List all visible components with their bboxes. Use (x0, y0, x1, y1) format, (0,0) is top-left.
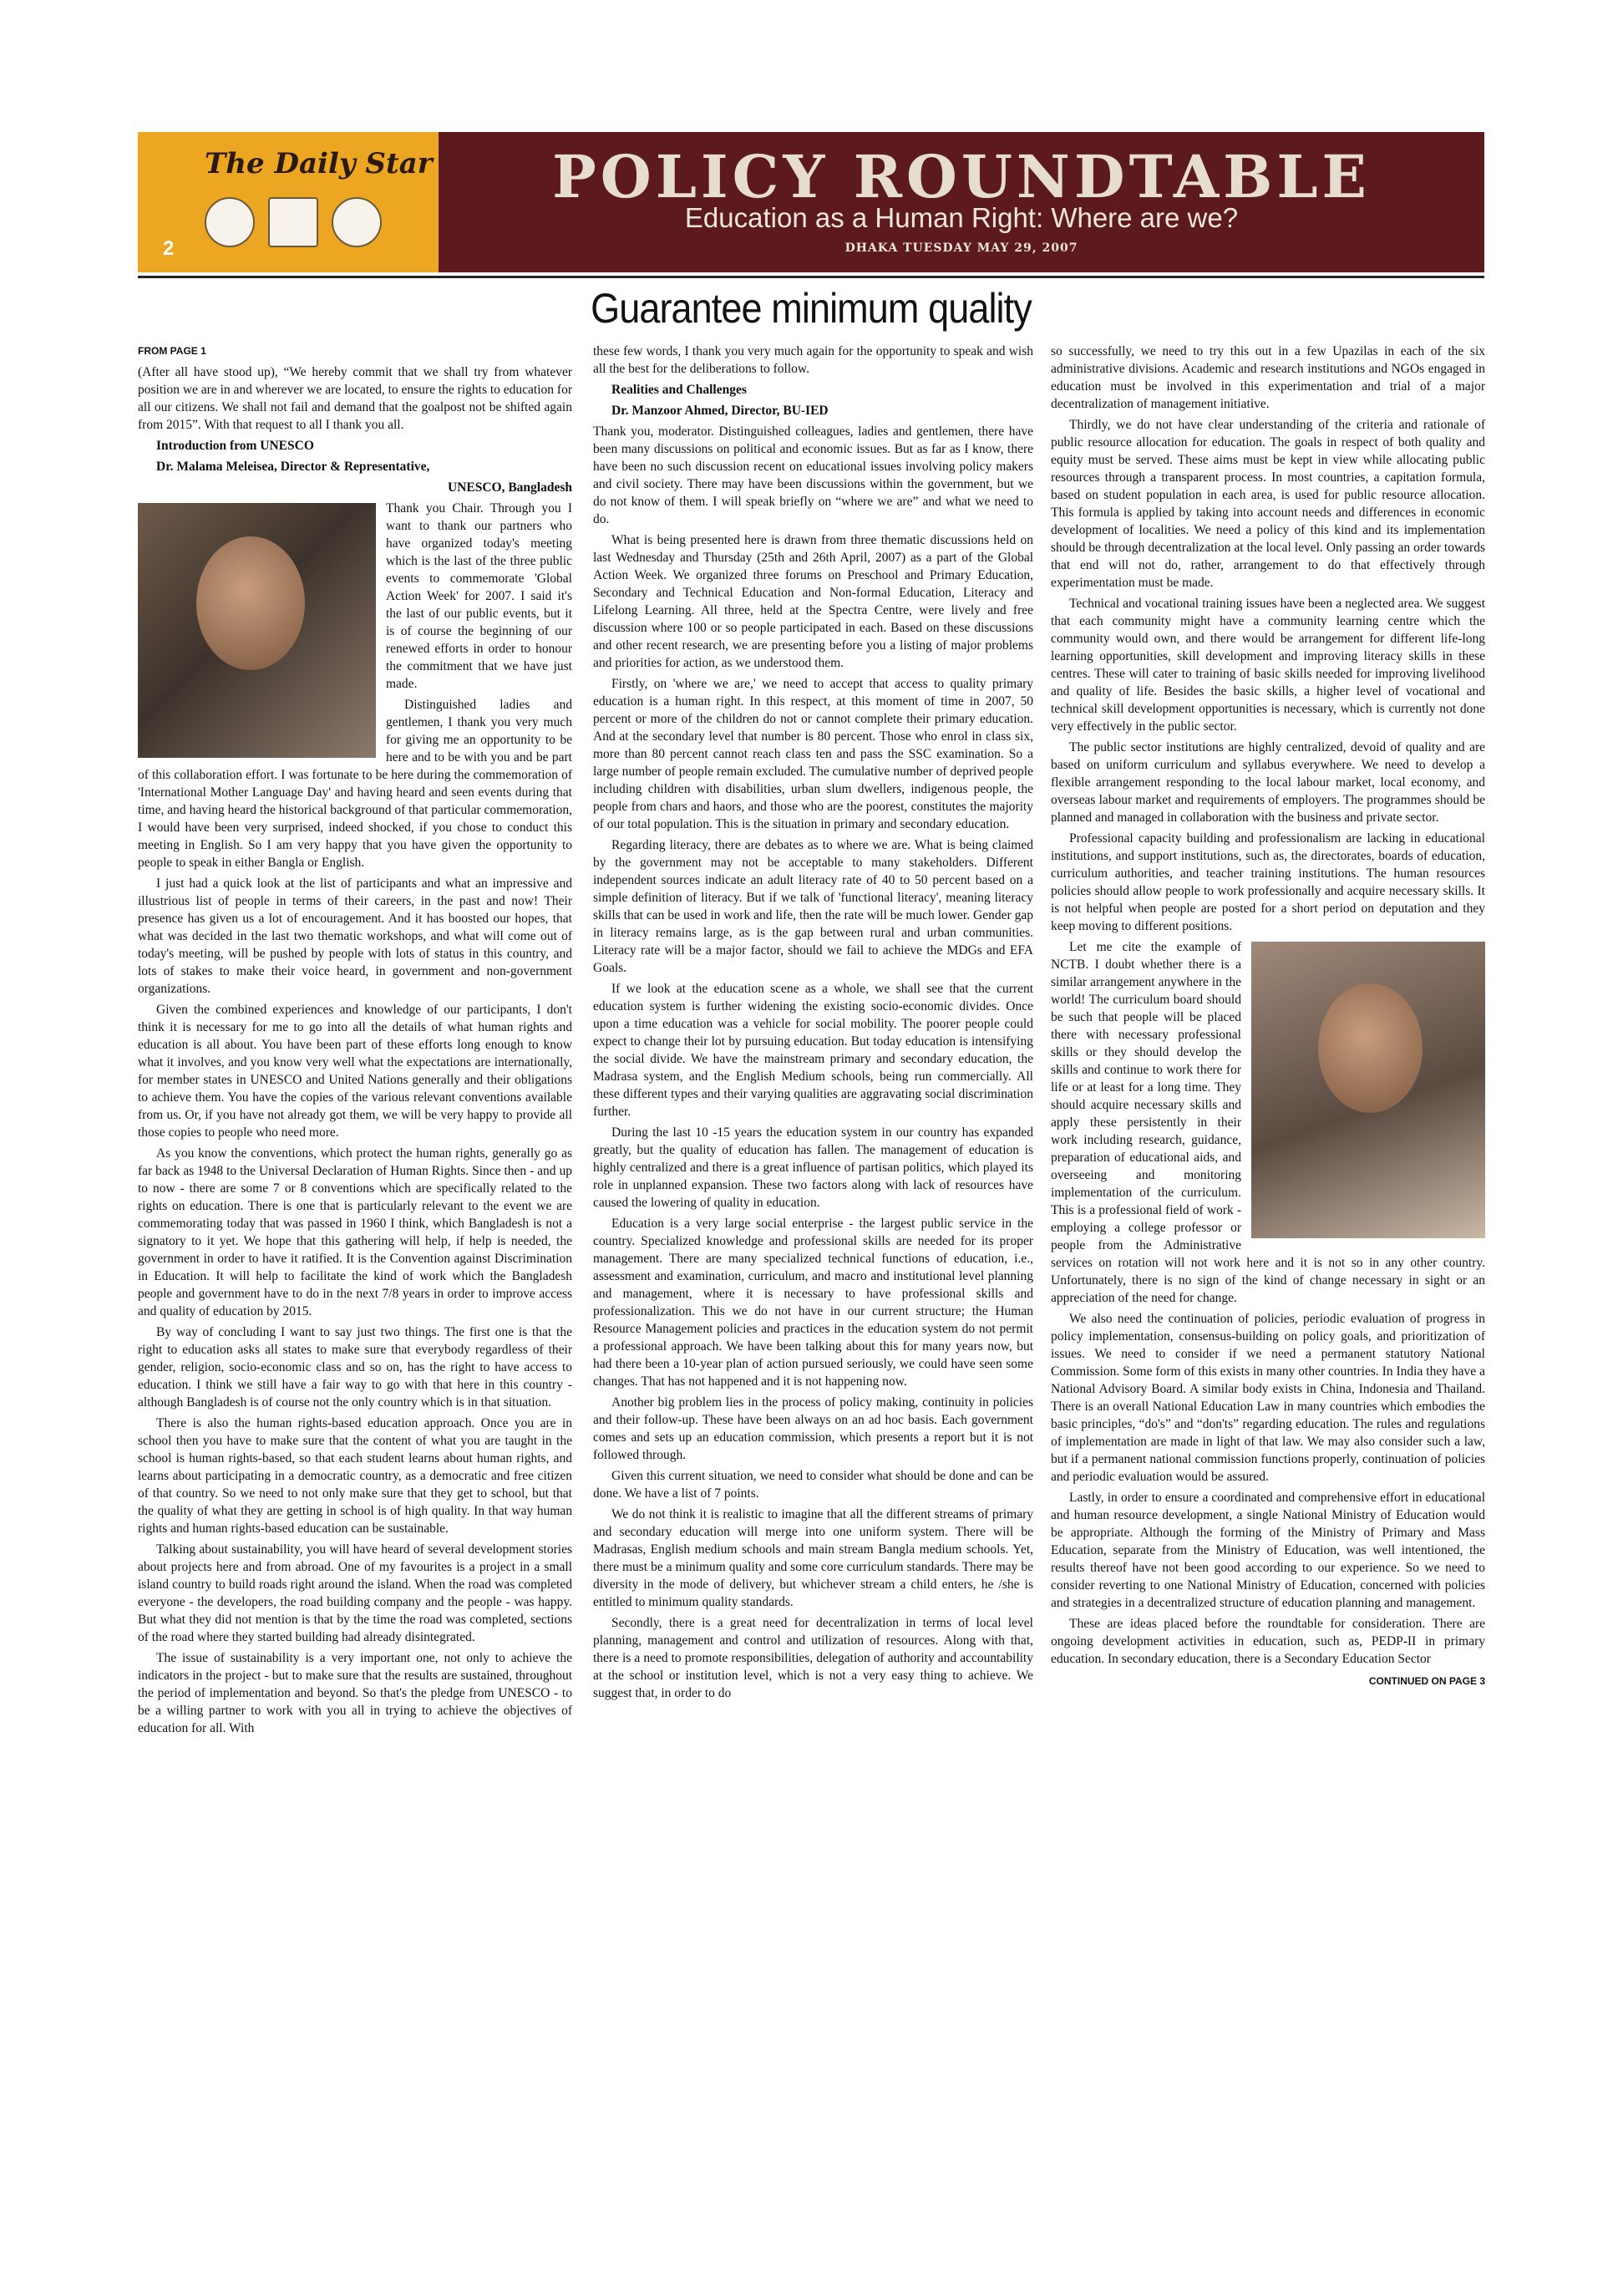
speaker-photo-meleisea (138, 503, 376, 758)
paragraph: Regarding literacy, there are debates as to where we are. What is being claimed by the government may not be acceptable to many stakeholders. Different independent sources indicate an adult literacy rate of 40 to 50 percent based on a simple definition of literacy. But if we talk of 'functional literacy', meaning literacy skills that can be used in work and life, then the rate will be much lower. Gender gap in literacy remains large, as is the gap between rural and urban communities. Literacy rate will be a major factor, should we fail to achieve the MDGs and EFA Goals. (593, 838, 1033, 975)
section-subtitle: Education as a Human Right: Where are we? (684, 202, 1239, 233)
paragraph: During the last 10 -15 years the education system in our country has expanded greatly, but the quality of education has fallen. The management of education is highly centralized and there is a great influence of partisan politics, which played its role in unplanned expansion. These two factors along with lack of resources have caused the lowering of quality in education. (593, 1125, 1033, 1210)
paragraph: If we look at the education scene as a whole, we shall see that the current education system is further widening the existing socio-economic divides. Once upon a time education was a vehicle for social mobility. The poorer people could expect to change their lot by pursuing education. But today education is intensifying the social divide. We have the mainstream primary and secondary education, the Madrasa system, and the English Medium schools, being run commercially. All these different types and their varying qualities are aggravating social discrimination further. (593, 982, 1033, 1119)
brac-university-logo-icon (332, 197, 382, 247)
paragraph: Technical and vocational training issues have been a neglected area. We suggest that each community might have a community learning centre which the community would own, and there would be arrangement for different life-long learning opportunities, skill development and improving literacy skills in these centres. These will cater to training of basic skills needed for improving livelihood and quality of life. Besides the basic skills, a higher level of vocational and technical skill development opportunities is necessary, which is currently not done very effectively in the public sector. (1051, 597, 1485, 734)
paragraph: There is also the human rights-based education approach. Once you are in school then you have to make sure that the content of what you are taught in the school is human rights-based, so that each student learns about human rights, and learns about participating in a democratic country, as a democratic and free citizen of that country. So we need to not only make sure that they get to school, but that the quality of what they are getting in school is of high quality. In that way human rights and human rights-based education can be sustainable. (138, 1416, 572, 1536)
article-headline: Guarantee minimum quality (591, 285, 1032, 332)
speaker-photo-ahmed (1251, 942, 1485, 1238)
paragraph: Let me cite the example of NCTB. I doubt whether there is a similar arrangement anywhere in the world! The curriculum board should be such that people will be placed there with necessary professional skills or they should develop the skills and continue to work there for life or at least for a long time. They should acquire necessary skills and apply these persistently in their work including research, guidance, preparation of educational aids, and overseeing and monitoring implementation of the curriculum. This is a professional field of work - employing a college professor or people from the Administrative services on rotation will not work here and it is not so in any other country. Unfortunately, there is no sign of the kind of change necessary in sight or an appreciation of the need for change. (1051, 940, 1485, 1305)
section-heading: Introduction from UNESCO (156, 439, 314, 453)
paragraph: The public sector institutions are highly centralized, devoid of quality and are based on uniform curriculum and syllabus everywhere. We need to develop a flexible arrangement responding to the local labour market, local economy, and overseas labour market and requirements of employers. The programmes should be planned and managed in collaboration with the business and private sector. (1051, 740, 1485, 825)
paragraph: We also need the continuation of policies, periodic evaluation of progress in policy implementation, consensus-building on policy goals, and prioritization of issues. We need to consider if we need a permanent statutory National Commission. Some form of this exists in many other countries. In India they have a National Advisory Board. A similar body exists in China, Indonesia and Thailand. There is an overall National Education Law in many countries which embodies the basic principles, “do's” and “don'ts” regarding education. The rules and regulations of implementation are made in light of that law. We may also consider such a law, but if a permanent national commission functions properly, continuation of policies and periodic evaluation would be assured. (1051, 1312, 1485, 1484)
partner-logo-1-icon (205, 197, 255, 247)
paragraph: Lastly, in order to ensure a coordinated and comprehensive effort in educational and human resource development, a single National Ministry of Education would be appropriate. Although the forming of the Ministry of Primary and Mass Education, separate from the Ministry of Education, was well intentioned, the results thereof have not been good according to our experience. So we need to consider reverting to one National Ministry of Education, concerned with policies and strategies in a decentralized structure of education planning and management. (1051, 1491, 1485, 1610)
paragraph: I just had a quick look at the list of participants and what an impressive and illustrious list of people in terms of their careers, in the past and now! Their presence has given us a lot of encouragement. And it has boosted our hopes, that what was decided in the last two thematic workshops, and what will come out of today's meeting, will be pushed by people with lots of status in this country, and lots of stakes to make their voice heard, in government and non-government organizations. (138, 876, 572, 996)
paragraph: We do not think it is realistic to imagine that all the different streams of primary and secondary education will merge into one uniform system. There will be Madrasas, English medium schools and main stream Bangla medium schools. Yet, there must be a minimum quality and some core curriculum standards. There may be diversity in the mode of delivery, but whichever stream a child enters, he /she is entitled to minimum quality standards. (593, 1507, 1033, 1609)
article-column-1 (138, 343, 572, 1740)
paragraph: Firstly, on 'where we are,' we need to accept that access to quality primary education is a human right. In this respect, at this moment of time in 2007, 50 percent or more of the children do not or cannot complete their primary education. And at the secondary level that number is 80 percent. Those who enrol in class six, more than 80 percent cannot reach class ten and pass the SSC examination. So a large number of people remain excluded. The cumulative number of deprived people including children with disabilities, urban slum dwellers, indigenous people, the people from chars and haors, and those who are the poorest, constitutes the majority of our total population. This is the situation in primary and secondary education. (593, 677, 1033, 831)
paragraph: so successfully, we need to try this out in a few Upazilas in each of the six administrative divisions. Academic and research institutions and NGOs engaged in education must be involved in this experimentation and trial of a major decentralization of management initiative. (1051, 344, 1485, 411)
paragraph: Talking about sustainability, you will have heard of several development stories about projects here and from abroad. One of my favourites is a project in a small island country to build roads right around the island. When the road was completed everyone - the developers, the road building company and the people - was happy. But what they did not mention is that by the time the road was completed, sections of the road where they started building had already disintegrated. (138, 1542, 572, 1644)
paper-name: The Daily Star (205, 147, 433, 180)
paragraph: Thank you Chair. Through you I want to thank our partners who have organized today's meeting which is the last of the three public events to commemorate 'Global Action Week' for 2007. I said it's the last of our public events, but it is of course the beginning of our renewed efforts in order to honour the commitment that we have just made. (386, 501, 572, 691)
paragraph: Given this current situation, we need to consider what should be done and can be done. We have a list of 7 points. (593, 1469, 1033, 1501)
paragraph: Given the combined experiences and knowledge of our participants, I don't think it is necessary for me to go into all the details of what human rights and education is all about. You have been part of these efforts long enough to know what it involves, and you know very well what the expectations are internationally, for member states in UNESCO and United Nations generally and their obligations to achieve them. You have the copies of the various relevant conventions available from us. Or, if you have not already got them, we will be very happy to provide all those copies to people who need more. (138, 1003, 572, 1140)
paragraph: By way of concluding I want to say just two things. The first one is that the right to education asks all states to make sure that everybody regardless of their gender, religion, socio-economic class and so on, has the right to have access to education. I think we still have a fair way to go with that here in this country - although Bangladesh is of course not the only country which is in that situation. (138, 1325, 572, 1410)
paragraph: these few words, I thank you very much again for the opportunity to speak and wish all the best for the deliberations to follow. (593, 344, 1033, 376)
article-column-3 (1051, 343, 1485, 1690)
section-title: POLICY ROUNDTABLE (552, 142, 1371, 211)
speaker-name: Dr. Malama Meleisea, Director & Representative, (156, 460, 430, 474)
from-page-label: FROM PAGE 1 (138, 345, 206, 357)
paragraph: These are ideas placed before the roundtable for consideration. There are ongoing development activities in education, such as, PEDP-II in primary education. In secondary education, there is a Secondary Education Sector (1051, 1617, 1485, 1666)
section-heading: Realities and Challenges (611, 383, 747, 397)
speaker-organization: UNESCO, Bangladesh (447, 480, 572, 495)
continued-label: CONTINUED ON PAGE 3 (1368, 1675, 1485, 1687)
dateline: DHAKA TUESDAY MAY 29, 2007 (844, 241, 1078, 255)
paragraph: Professional capacity building and professionalism are lacking in educational institutions, and support institutions, such as, the directorates, boards of education, curriculum authorities, and teacher training institutions. The human resources policies should allow people to work professionally and acquire necessary skills. It is not helpful when people are posted for a short period on deputation and they keep moving to different positions. (1051, 831, 1485, 933)
paragraph: As you know the conventions, which protect the human rights, generally go as far back as 1948 to the Universal Declaration of Human Rights. Since then - and up to now - there are some 7 or 8 conventions which are specifically related to the rights on education. There is one that is particularly relevant to the event we are commemorating today that was passed in 1960 I think, which Bangladesh is not a signatory to it yet. We hope that this gathering will help, if help is needed, the government in order to have it ratified. It is the Convention against Discrimination in Education. It will help to facilitate the kind of work which the Bangladesh people and government have to do in the next 7/8 years in order to improve access and quality of education by 2015. (138, 1146, 572, 1318)
paragraph: What is being presented here is drawn from three thematic discussions held on last Wednesday and Thursday (25th and 26th April, 2007) as a part of the Global Action Week. We organized three forums on Preschool and Primary Education, Secondary and Technical Education and Non-formal Education, Literacy and Lifelong Learning. All three, held at the Spectra Centre, were lively and free discussion where 100 or so people participated in each. Based on these discussions and other recent research, we are presenting before you a listing of major problems and priorities for action, as we understood them. (593, 533, 1033, 670)
speaker-name: Dr. Manzoor Ahmed, Director, BU-IED (611, 404, 829, 418)
article-column-2 (593, 343, 1033, 1705)
paragraph: The issue of sustainability is a very important one, not only to achieve the indicators in the project - but to make sure that the results are sustained, throughout the period of implementation and beyond. So that's the pledge from UNESCO - to be a willing partner to work with you all in trying to achieve the objectives of education for all. With (138, 1651, 572, 1735)
paragraph: Education is a very large social enterprise - the largest public service in the country. Specialized knowledge and professional skills are needed for its proper management. There are many specialized technical functions of education, i.e., assessment and examination, curriculum, and macro and institutional level planning and management, where it is necessary to have professional skills and professionalization. This we do not have in our current structure; the Human Resource Management policies and practices in the education system do not permit a professional approach. We have been talking about this for many years now, but had there been a 10-year plan of action pursued seriously, we could have seen some changes. That has not happened and it is not happening now. (593, 1217, 1033, 1389)
page-number: 2 (163, 237, 175, 260)
face-shape (1318, 983, 1423, 1113)
masthead-logo-panel (138, 132, 439, 272)
unesco-logo-icon (268, 197, 318, 247)
masthead-rule (138, 276, 1484, 278)
paragraph: Another big problem lies in the process of policy making, continuity in policies and their follow-up. These have been always on an ad hoc basis. Each government comes and sets up an education commission, which presents a report but it is not followed through. (593, 1395, 1033, 1462)
paragraph: (After all have stood up), “We hereby commit that we shall try from whatever position we are in and wherever we are located, to ensure the rights to education for all our citizens. We shall not fail and demand that the goalpost not be shifted again from 2015”. With that request to all I thank you all. (138, 365, 572, 432)
paragraph: Distinguished ladies and gentlemen, I thank you very much for giving me an opportunity to be here and to be with you and be part of this collaboration effort. I was fortunate to be here during the commemoration of 'International Mother Language Day' and having heard and seen events during that time, and having heard the historical background of that particular commemoration, I would have been very surprised, indeed shocked, if you chose to conduct this meeting in English. So I am very happy that you have given the opportunity to people to speak in either Bangla or English. (138, 698, 572, 870)
paragraph: Thank you, moderator. Distinguished colleagues, ladies and gentlemen, there have been many discussions on political and economic issues. But as far as I know, there have been no such discussion recent on educational issues involving policy makers and civil society. There may have been discussions within the government, but we do not know of them. I will speak briefly on “where we are” and what we need to do. (593, 424, 1033, 526)
masthead (138, 132, 1484, 272)
paragraph: Secondly, there is a great need for decentralization in terms of local level planning, management and control and utilization of resources. Along with that, there is a need to promote responsibilities, delegation of authority and accountability at the school or institution level, which is not a very easy thing to achieve. We suggest that, in order to do (593, 1616, 1033, 1700)
face-shape (196, 536, 305, 670)
masthead-title-panel (439, 132, 1484, 272)
paragraph: Thirdly, we do not have clear understanding of the criteria and rationale of public resource allocation for education. The goals in respect of both quality and equity must be served. These aims must be kept in view while allocating public resources through a transparent process. In most countries, a capitation formula, based on student population in each area, is used for public resource allocation. This formula is applied by taking into account needs and differences in economic development of localities. We need a policy of this kind and its implementation should be through decentralization at the local level. Only passing an order towards that end will not do, rather, arrangement to do that effectively through experimentation must be made. (1051, 418, 1485, 590)
